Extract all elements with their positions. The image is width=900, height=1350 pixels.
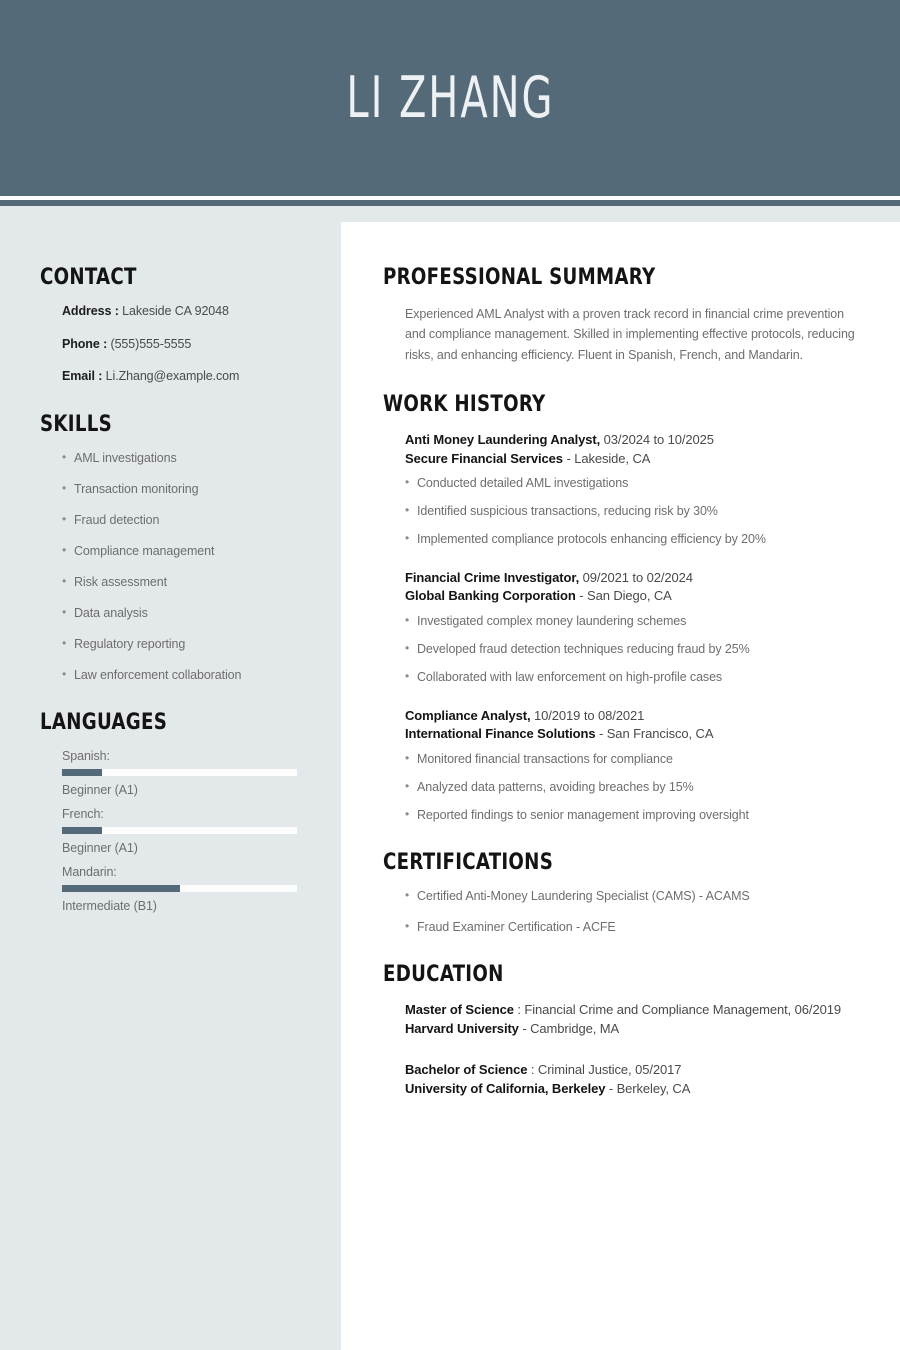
list-item: • Conducted detailed AML investigations	[383, 476, 864, 491]
language-level: Beginner (A1)	[62, 841, 138, 856]
language-level: Beginner (A1)	[62, 783, 138, 798]
education-entry	[405, 1001, 864, 1039]
list-item: • Regulatory reporting	[40, 637, 311, 652]
education-field: : Criminal Justice, 05/2017	[530, 1062, 682, 1078]
certifications-title: CERTIFICATIONS	[383, 849, 554, 875]
main-content	[341, 222, 900, 1350]
list-item: • Fraud detection	[40, 513, 311, 528]
job-bullets	[383, 752, 864, 823]
summary-section	[383, 266, 864, 365]
education-title: EDUCATION	[383, 962, 504, 988]
list-item: • Investigated complex money laundering schemes	[383, 614, 864, 629]
job-dates: 03/2024 to 10/2025	[603, 432, 714, 448]
contact-email-label: Email :	[62, 369, 103, 384]
language-proficiency-fill	[62, 769, 102, 776]
list-item: • Law enforcement collaboration	[40, 668, 311, 683]
language-name: French:	[62, 807, 104, 822]
job-location: - Lakeside, CA	[566, 450, 651, 466]
job-location: - San Francisco, CA	[599, 726, 714, 742]
contact-phone-label: Phone :	[62, 336, 108, 351]
job-bullets	[383, 614, 864, 685]
list-item: • Identified suspicious transactions, reducing risk by 30%	[383, 504, 864, 519]
contact-address-value: Lakeside CA 92048	[122, 304, 229, 319]
job-dates: 09/2021 to 02/2024	[582, 570, 693, 586]
job-company: Secure Financial Services	[405, 450, 563, 466]
education-section	[383, 963, 864, 1099]
education-entry	[405, 1061, 864, 1099]
list-item: • Analyzed data patterns, avoiding breaches by 15%	[383, 780, 864, 795]
list-item: • Developed fraud detection techniques reducing fraud by 25%	[383, 642, 864, 657]
contact-phone-value: (555)555-5555	[110, 336, 192, 351]
job-role: Anti Money Laundering Analyst,	[405, 432, 601, 448]
list-item: • Compliance management	[40, 544, 311, 559]
list-item: • Implemented compliance protocols enhancing efficiency by 20%	[383, 532, 864, 547]
work-history-section	[383, 393, 864, 823]
list-item: • Data analysis	[40, 606, 311, 621]
list-item: • Monitored financial transactions for compliance	[383, 752, 864, 767]
contact-email	[62, 369, 311, 385]
job-header	[405, 707, 864, 744]
language-name: Mandarin:	[62, 865, 117, 880]
job-entry	[383, 707, 864, 823]
summary-text: Experienced AML Analyst with a proven track record in financial crime prevention and compliance management. Skilled in implementing effective protocols, reducing risks, and enhancing efficiency. Fluent in Spanish, French, and Mandarin.	[405, 307, 855, 362]
language-proficiency-fill	[62, 885, 180, 892]
job-entry	[383, 431, 864, 547]
list-item: • Risk assessment	[40, 575, 311, 590]
education-field: : Financial Crime and Compliance Management, 06/2019	[517, 1002, 841, 1018]
job-header	[405, 569, 864, 606]
education-school: University of California, Berkeley	[405, 1081, 606, 1097]
skills-title: SKILLS	[40, 412, 112, 438]
certifications-section	[383, 851, 864, 935]
contact-title: CONTACT	[40, 265, 137, 290]
resume-header	[0, 0, 900, 196]
contact-list	[40, 304, 311, 385]
job-bullets	[383, 476, 864, 547]
language-item-mandarin	[40, 865, 311, 913]
education-degree: Bachelor of Science	[405, 1062, 528, 1078]
contact-section	[40, 266, 311, 385]
contact-address	[62, 304, 311, 320]
language-item-spanish	[40, 749, 311, 797]
skills-list	[40, 451, 311, 683]
languages-section	[40, 711, 311, 913]
education-degree: Master of Science	[405, 1002, 514, 1018]
list-item: • AML investigations	[40, 451, 311, 466]
languages-title: LANGUAGES	[40, 710, 168, 736]
skills-section	[40, 413, 311, 683]
job-entry	[383, 569, 864, 685]
language-item-french	[40, 807, 311, 855]
list-item: • Collaborated with law enforcement on high-profile cases	[383, 670, 864, 685]
certifications-list	[383, 889, 864, 935]
education-location: - Cambridge, MA	[522, 1021, 620, 1037]
job-company: International Finance Solutions	[405, 726, 596, 742]
language-proficiency-bar	[62, 885, 297, 892]
language-name: Spanish:	[62, 749, 110, 764]
list-item: • Transaction monitoring	[40, 482, 311, 497]
language-proficiency-fill	[62, 827, 102, 834]
education-location: - Berkeley, CA	[608, 1081, 691, 1097]
job-header	[405, 431, 864, 468]
list-item: • Reported findings to senior management improving oversight	[383, 808, 864, 823]
language-proficiency-bar	[62, 769, 297, 776]
job-company: Global Banking Corporation	[405, 588, 576, 604]
language-proficiency-bar	[62, 827, 297, 834]
job-role: Compliance Analyst,	[405, 707, 531, 723]
education-school: Harvard University	[405, 1021, 519, 1037]
list-item: • Fraud Examiner Certification - ACFE	[383, 920, 864, 935]
language-level: Intermediate (B1)	[62, 899, 157, 914]
contact-email-value: Li.Zhang@example.com	[105, 369, 240, 384]
work-history-title: WORK HISTORY	[383, 391, 546, 417]
sidebar	[0, 206, 341, 1350]
job-dates: 10/2019 to 08/2021	[534, 707, 645, 723]
list-item: • Certified Anti-Money Laundering Specialist (CAMS) - ACAMS	[383, 889, 864, 904]
job-location: - San Diego, CA	[579, 588, 672, 604]
contact-phone	[62, 337, 311, 353]
candidate-name: LI ZHANG	[345, 64, 555, 131]
job-role: Financial Crime Investigator,	[405, 570, 580, 586]
contact-address-label: Address :	[62, 304, 119, 319]
summary-title: PROFESSIONAL SUMMARY	[383, 265, 656, 290]
